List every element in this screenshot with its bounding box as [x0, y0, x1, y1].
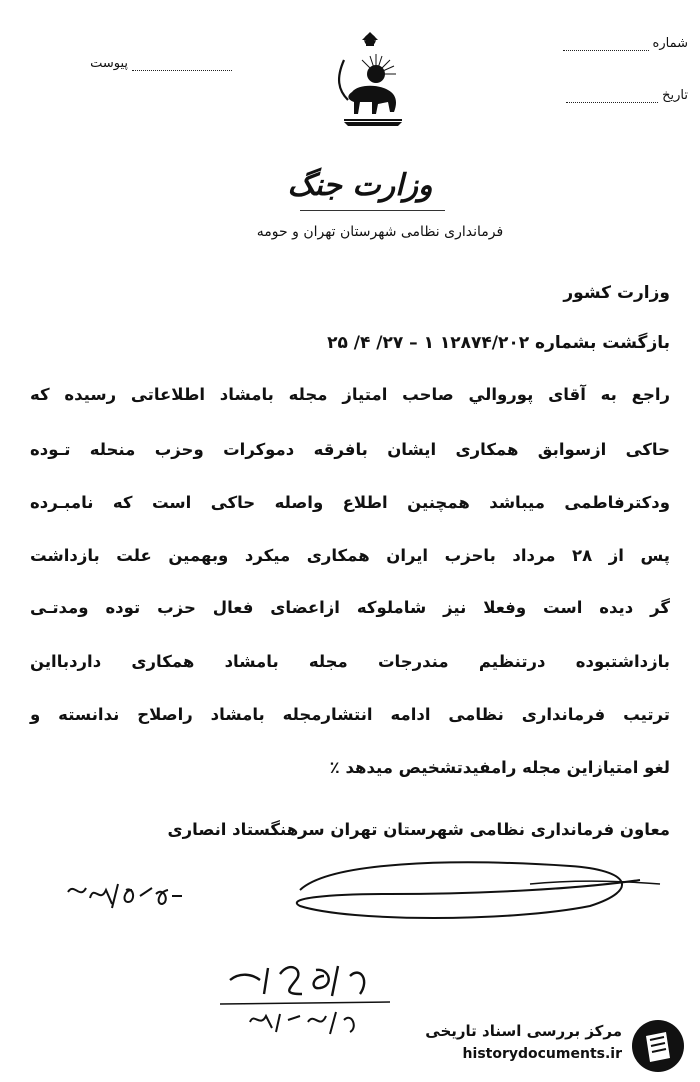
body-line: راجع به آقای پورواﻟﻲ صاحب امتیاز مجله بامشاد اطلاعاتی رسیده که [30, 385, 670, 404]
number-dotted-line [563, 40, 649, 51]
handwritten-date-left [60, 868, 190, 918]
attachment-dotted-line [132, 60, 232, 71]
body-line: ودکترفاطمی میباشد همچنین اطلاع واصله حاکی است که نامبـرده [30, 493, 670, 512]
number-field [548, 36, 688, 51]
lion-and-sun-emblem-icon [318, 30, 418, 130]
attachment-field [72, 56, 232, 71]
ministry-underline [300, 210, 445, 211]
body-line: ترتیب فرمانداری نظامی ادامه انتشارمجله بامشاد راصلاح ندانسته و [30, 705, 670, 724]
body-line: بازداشتبوده درتنظیم مندرجات مجله بامشاد همکاری داردبااین [30, 652, 670, 671]
body-line: حاکی ازسوابق همکاری ایشان بافرقه دموکرات وحزب منحله تـوده [30, 440, 670, 459]
date-dotted-line [566, 92, 658, 103]
handwritten-registration-number [220, 950, 390, 1040]
watermark-title: مرکز بررسی اسناد تاریخی [425, 1022, 622, 1040]
archive-logo-icon [630, 1018, 686, 1074]
number-label: شماره [652, 36, 688, 51]
handwritten-signature [270, 850, 670, 930]
reference-line: بازگشت بشماره ۱۲۸۷۴/۲۰۲ ۱ – ۲۷/ ۴/ ۲۵ [327, 333, 670, 353]
body-line: پس از ۲۸ مرداد باحزب ایران همکاری میکرد وبهمین علت بازداشت [30, 546, 670, 565]
office-subtitle: فرمانداری نظامی شهرستان تهران و حومه [256, 224, 504, 240]
date-label: تاریخ [662, 88, 688, 103]
body-line: گر دیده است وفعلا نیز شاملوکه ازاعضای فعال حزب توده ومدتـی [30, 598, 670, 617]
recipient-line: وزارت کشور [563, 283, 670, 303]
watermark-url: historydocuments.ir [462, 1046, 622, 1062]
body-line: لغو امتیازاین مجله رامفیدتشخیص میدهد ٪ [329, 758, 670, 777]
signatory-line: معاون فرمانداری نظامی شهرستان تهران سرهنگستاد انصاری [167, 820, 670, 839]
attachment-label: پیوست [90, 56, 128, 71]
date-field [548, 88, 688, 103]
ministry-title: وزارت جنگ [287, 168, 433, 203]
